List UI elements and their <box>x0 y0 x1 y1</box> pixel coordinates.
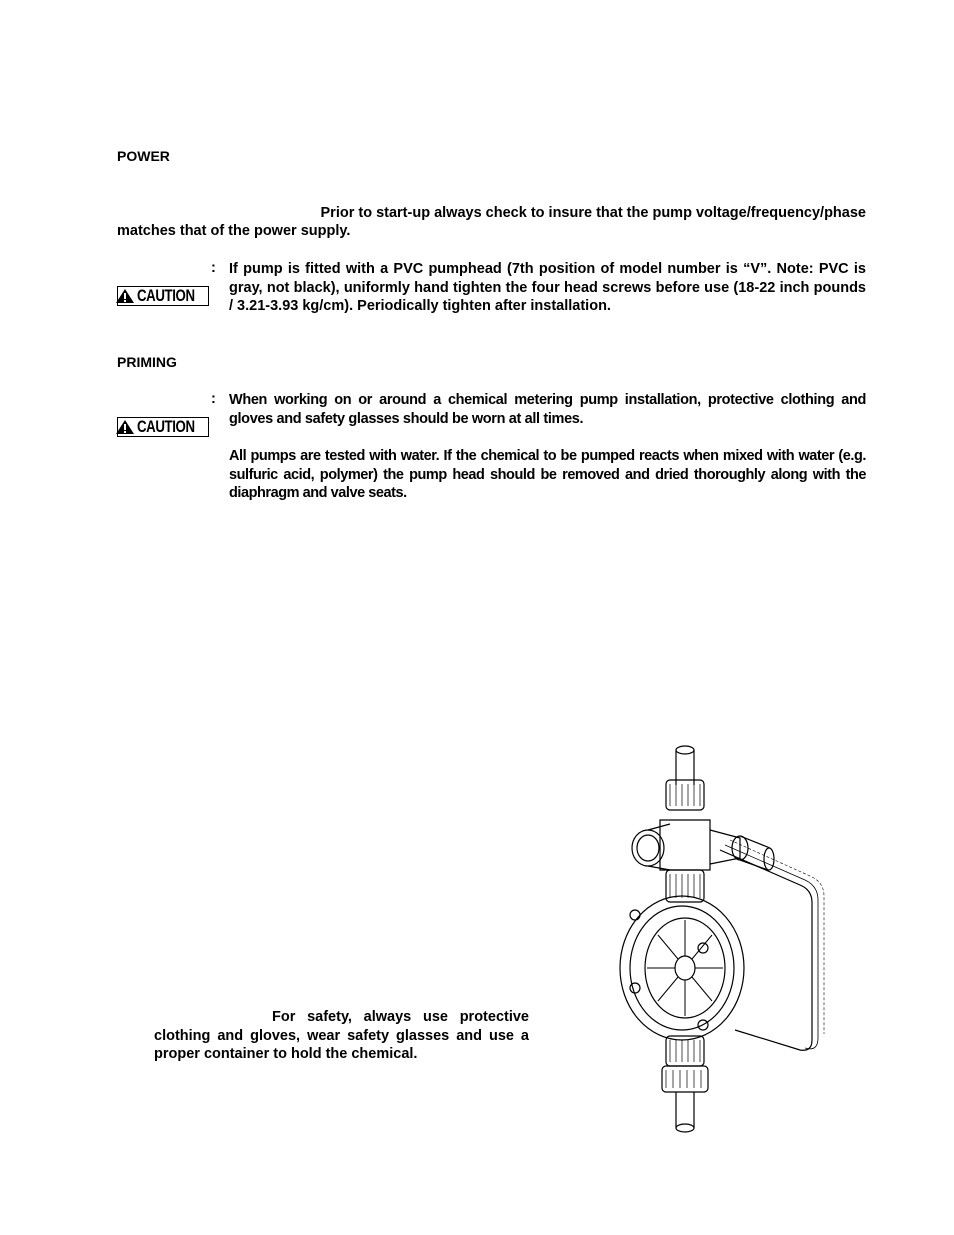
priming-caution-label: CAUTION <box>137 417 195 436</box>
power-caution-label: CAUTION <box>137 286 195 305</box>
power-caution-badge <box>117 286 209 306</box>
priming-caution-colon: : <box>211 391 216 407</box>
priming-heading: PRIMING <box>117 354 177 370</box>
power-paragraph-lead: Prior to start-up always check to insure that the pump voltage/frequency/phase <box>320 205 866 221</box>
safety-note-line-1: For safety, always use protective <box>272 1009 529 1025</box>
safety-note-line-3: proper container to hold the chemical. <box>154 1046 418 1062</box>
warning-triangle-icon <box>115 419 135 435</box>
power-caution-colon: : <box>211 260 216 276</box>
metering-pump-illustration <box>600 740 830 1135</box>
warning-triangle-icon <box>115 288 135 304</box>
power-paragraph-rest: matches that of the power supply. <box>117 223 351 239</box>
safety-note-line-2: clothing and gloves, wear safety glasses and use a <box>154 1028 529 1044</box>
power-heading: POWER <box>117 148 170 164</box>
priming-caution-badge <box>117 417 209 437</box>
priming-caution-text-2: All pumps are tested with water. If the chemical to be pumped reacts when mixed with water (e.g. sulfuric acid, polymer) the pump head should be removed and dried thoroughly along with the diaphragm and valve seats. <box>229 448 866 501</box>
priming-caution-text-1: When working on or around a chemical metering pump installation, protective clothing and gloves and safety glasses should be worn at all times. <box>229 392 866 427</box>
power-caution-text: If pump is fitted with a PVC pumphead (7th position of model number is “V”. Note: PVC is gray, not black), uniformly hand tighten the four head screws before use (18-22 inch pounds / 3.21-3.93 kg/cm). Periodically tighten after installation. <box>229 261 866 314</box>
